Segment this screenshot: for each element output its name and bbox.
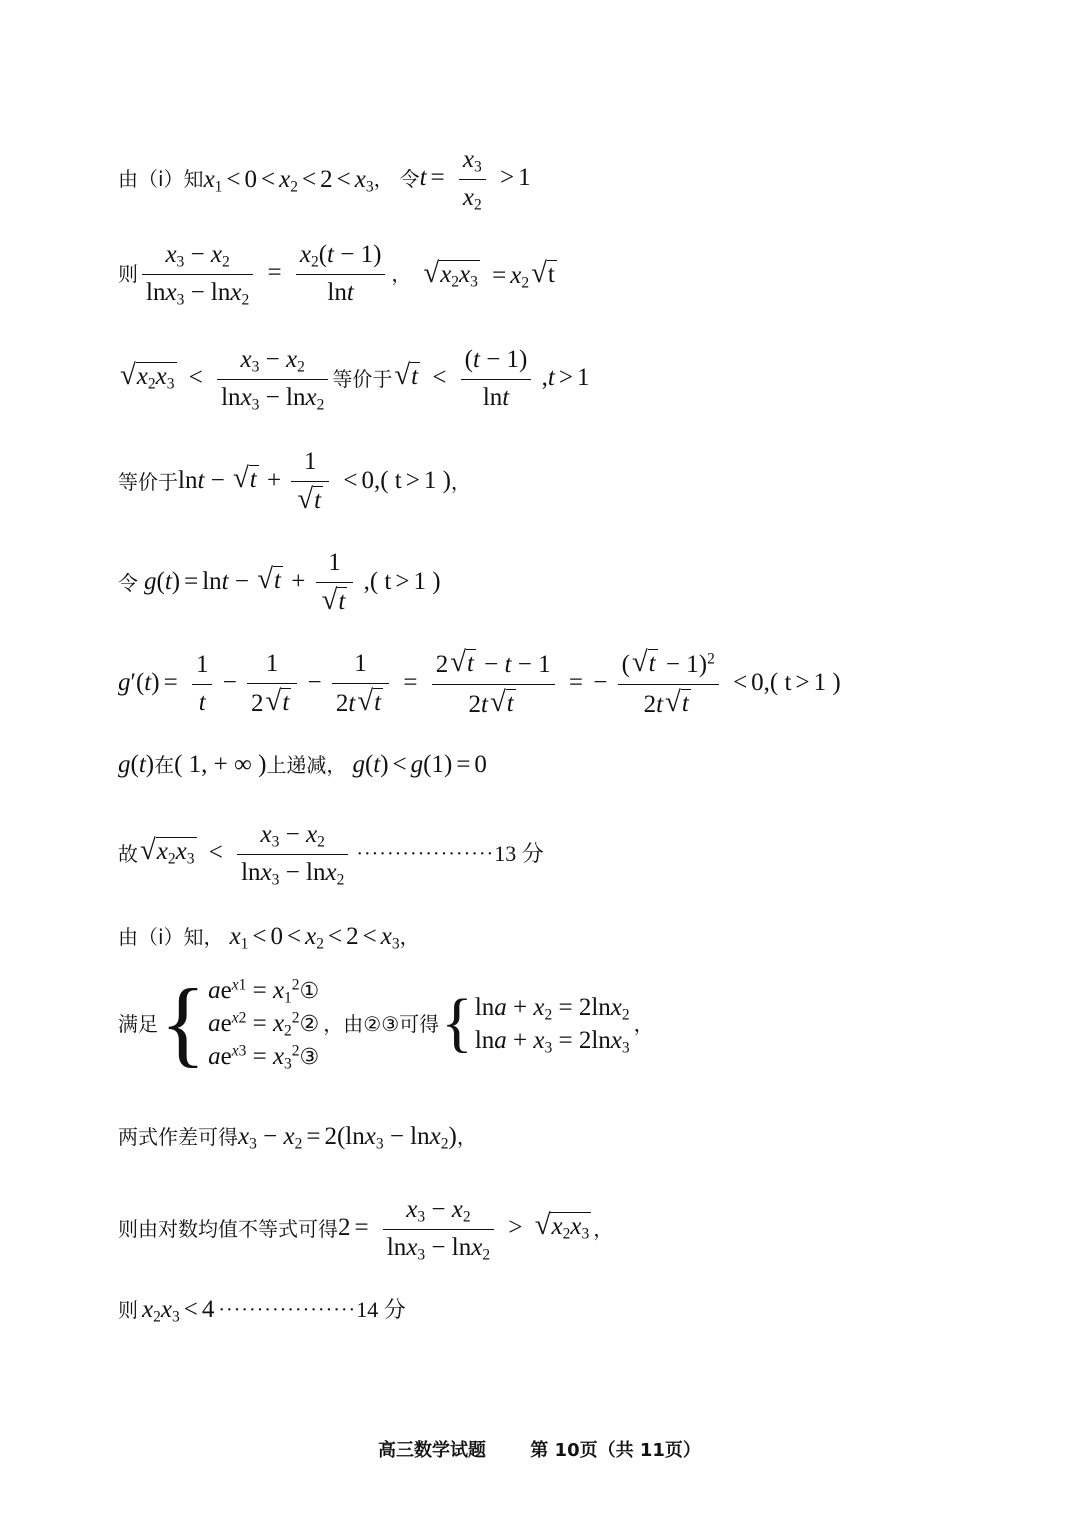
leader-dots: ·················· xyxy=(218,1298,357,1321)
page-footer xyxy=(378,1436,701,1462)
inequality-sqrt: √ $x_2x_3$ < $\frac{x_3 - x_2}{\ln x_3 - \ln x_2}$ xyxy=(118,345,332,414)
conclusion-inequality: √ $x_2x_3$ < $\frac{x_3 - x_2}{\ln x_3 - \ln x_2}$ xyxy=(138,820,352,889)
line-8 xyxy=(118,820,544,889)
text-gu: 故 xyxy=(118,842,138,867)
text-ling: 令 xyxy=(399,167,420,192)
line-1 xyxy=(118,145,531,214)
text-dengjia: 等价于 xyxy=(118,470,178,495)
left-brace: { xyxy=(441,986,473,1060)
line-10 xyxy=(118,969,654,1077)
g-of-t: g(t) xyxy=(118,751,155,778)
comma: ， xyxy=(633,1011,654,1036)
text-zai: 在 xyxy=(154,752,175,777)
comma: ， xyxy=(593,1217,614,1242)
line-13 xyxy=(118,1296,406,1326)
final-inequality: $x_2x_3 < 4$ xyxy=(142,1296,215,1326)
line-11 xyxy=(118,1123,477,1153)
log-mean-inequality: 2 = $\frac{x_3 - x_2}{\ln x_3 - \ln x_2}$ > √ $x_2x_3$ xyxy=(338,1196,590,1264)
line-5 xyxy=(118,548,441,619)
system-three: $ae^{x1}$ = $x_1^2①$ $ae^{x2}$ = $x_2^2②$ $ae^{x3}$ = $x_3^2③$ xyxy=(208,976,320,1073)
equation-sqrt: √ $x_2x_3$ = $x_2$ √ t xyxy=(423,256,555,292)
line-12 xyxy=(118,1195,613,1264)
comma: ， xyxy=(391,262,412,287)
text-ling: 令 xyxy=(118,571,138,596)
comma: ， xyxy=(456,1124,477,1149)
text-difference: 两式作差可得 xyxy=(118,1124,238,1149)
line-7 xyxy=(118,752,487,777)
comma: ， xyxy=(399,924,420,949)
t-definition: t = $\frac{x_3}{x_2}$ > 1 xyxy=(419,146,531,214)
circled-3: ③ xyxy=(299,1045,320,1070)
inequality-x1-x2-x3: $x_1 < 0 < x_2 < 2 < x_3$ xyxy=(203,165,374,196)
text-ze: 则 xyxy=(118,262,138,287)
line-3 xyxy=(118,345,589,414)
text-dijian: 上递减， xyxy=(266,752,347,777)
text-prefix: 由（i）知， xyxy=(118,924,224,949)
line-2 xyxy=(118,240,559,309)
line-4 xyxy=(118,447,471,518)
inequality-t: √ t < $\frac{(t - 1)}{\ln t}$ ,t > 1 xyxy=(394,346,590,411)
definition-g: g(t) = lnt − √ t + 1 √ t ,( t > 1 ) xyxy=(144,549,441,616)
comma: ， xyxy=(373,167,394,192)
derivative-g: g′(t) = $\frac{1}{t}$ − 1 2 √ t − 1 2t √ t = 2 √ t − t − 1 2t √ t = − ( √ t − 1)$^2$ 2t √ t < 0,( t > 1 ) xyxy=(118,646,841,718)
page-number: 第 10页（共 11页） xyxy=(530,1440,701,1461)
score-14: 14 分 xyxy=(356,1296,406,1322)
difference-equation: $x_3 - x_2 = 2(\ln x_3 - \ln x_2)$ xyxy=(238,1123,457,1153)
inequality-x1-x2-x3: $x_1 < 0 < x_2 < 2 < x_3$ xyxy=(229,923,400,953)
text-dengjia: 等价于 xyxy=(332,367,393,392)
text-mid: ，由②③可得 xyxy=(323,1011,440,1036)
line-9 xyxy=(118,923,420,953)
inequality-ln: lnt − √ t + 1 √ t < 0,( t > 1 ) xyxy=(178,448,451,515)
line-6 xyxy=(118,648,841,721)
circled-2: ② xyxy=(299,1012,320,1037)
score-13: 13 分 xyxy=(494,841,544,867)
text-ze: 则 xyxy=(118,1297,138,1322)
text-prefix: 由（i）知 xyxy=(118,167,204,192)
circled-1: ① xyxy=(299,979,320,1004)
text-manzu: 满足 xyxy=(118,1011,158,1036)
system-two: $\ln a + x_2 = 2\ln x_2$ $\ln a + x_3 = 2\ln x_3$ xyxy=(474,993,630,1056)
left-brace: { xyxy=(160,969,207,1077)
interval: ( 1, + ∞ ) xyxy=(174,751,267,778)
text-log-mean: 则由对数均值不等式可得 xyxy=(118,1217,338,1242)
g-inequality: g(t) < g(1) = 0 xyxy=(352,751,487,778)
leader-dots: ·················· xyxy=(356,843,495,866)
footer-title: 高三数学试题 xyxy=(378,1440,486,1461)
equation-ratio: $\frac{x_3 - x_2}{\ln x_3 - \ln x_2}$ = $\frac{x_2(t - 1)}{\ln t}$ xyxy=(138,240,389,309)
comma: ， xyxy=(450,470,471,495)
